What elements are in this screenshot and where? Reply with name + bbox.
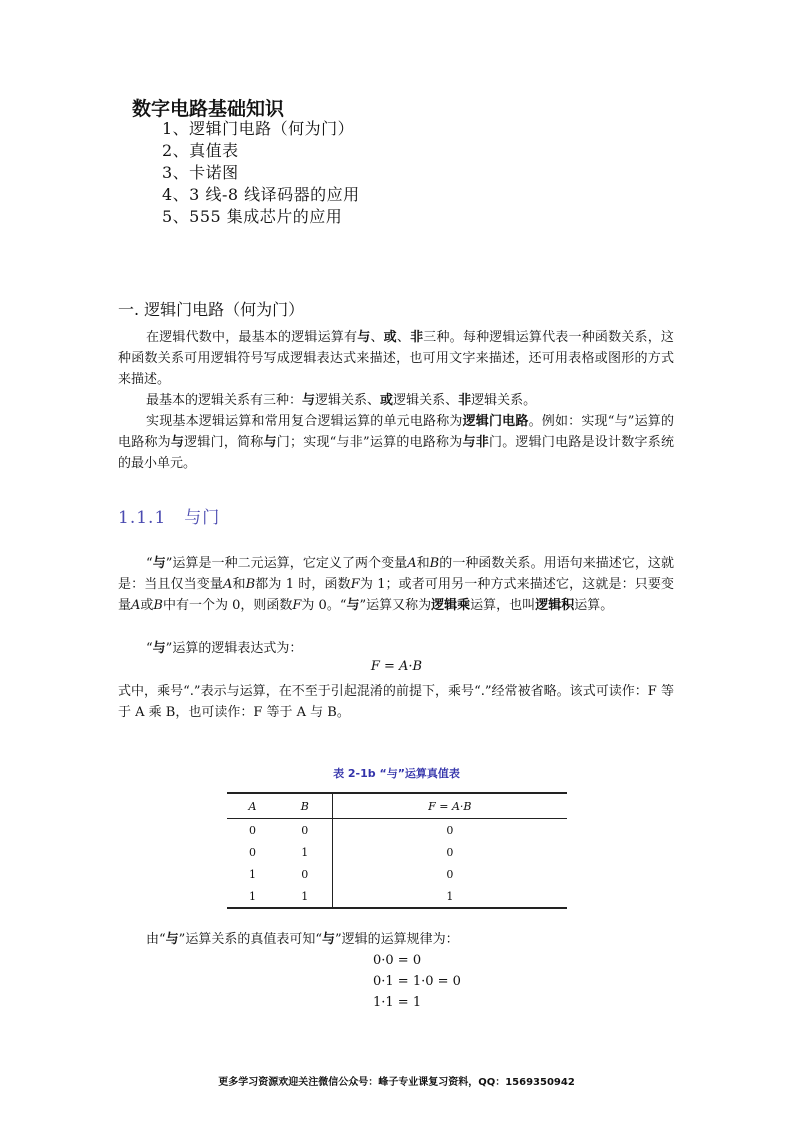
text-run: ”运算关系的真值表可知“ xyxy=(178,932,322,947)
text-run: 运算，也叫 xyxy=(470,598,536,613)
subsection-heading xyxy=(118,503,220,528)
table-cell: 0 xyxy=(332,819,567,842)
paragraph-rules-intro xyxy=(146,929,666,950)
text-run: 中有一个为 0，则函数 xyxy=(162,598,293,613)
table-row xyxy=(227,841,567,863)
bold-term: 与 xyxy=(170,435,185,450)
table-cell: 0 xyxy=(301,823,309,837)
text-run: 或 xyxy=(140,598,154,613)
operation-rules xyxy=(373,950,461,1013)
variable: B xyxy=(429,556,440,571)
text-run: 逻辑门，简称 xyxy=(184,435,264,450)
table-row xyxy=(227,863,567,885)
table-row xyxy=(227,819,567,842)
paragraph-basic-relations xyxy=(118,390,674,411)
table-row xyxy=(227,885,567,908)
bold-term: 与 xyxy=(357,330,371,345)
bold-term: 与非 xyxy=(462,435,489,450)
variable: F xyxy=(292,598,302,613)
table-cell: 0 xyxy=(248,845,256,859)
variable: B xyxy=(245,577,256,592)
text-run: 逻辑关系。 xyxy=(471,393,537,408)
bold-term: 逻辑门电路 xyxy=(462,414,529,429)
toc-item: 5、555 集成芯片的应用 xyxy=(162,207,343,226)
text-run: 、 xyxy=(370,330,384,345)
table-cell: 1 xyxy=(227,885,278,908)
text-run: 逻辑关系、 xyxy=(315,393,381,408)
paragraph-and-definition xyxy=(118,553,674,616)
truth-table xyxy=(227,792,567,909)
text-run: 门；实现“与非”运算的电路称为 xyxy=(276,435,463,450)
bold-term: 逻辑积 xyxy=(535,598,575,613)
paragraph-gate-definition xyxy=(118,411,674,474)
and-formula: F = A·B xyxy=(370,659,423,674)
toc-item: 3、卡诺图 xyxy=(162,163,239,182)
text-run: 都为 1 时，函数 xyxy=(255,577,351,592)
paragraph-expression-intro xyxy=(146,638,666,659)
text-run: 和 xyxy=(232,577,246,592)
text-run: 的一种函数关系。用语句来描述它，这就是：当且仅当变量 xyxy=(118,556,674,592)
page-title: 数字电路基础知识 xyxy=(132,98,285,120)
table-cell: 1 xyxy=(301,845,309,859)
table-cell: 0 xyxy=(332,841,567,863)
text-run: ”运算是一种二元运算，它定义了两个变量 xyxy=(165,556,408,571)
page-footer: 更多学习资源欢迎关注微信公众号：峰子专业课复习资料，QQ：1569350942 xyxy=(218,1077,575,1088)
table-caption: 表 2-1b “与”运算真值表 xyxy=(333,767,460,780)
table-cell: 0 xyxy=(248,823,256,837)
bold-term: 非 xyxy=(458,393,472,408)
column-header: A xyxy=(227,793,278,819)
subsection-title: 与门 xyxy=(184,508,221,528)
table-cell: 0 xyxy=(332,863,567,885)
bold-term: 与 xyxy=(346,598,360,613)
text-run: ”运算又称为 xyxy=(359,598,432,613)
text-run: ”运算的逻辑表达式为： xyxy=(165,641,303,656)
text-run: 三种。每种逻辑运算代表一种函数关系，这种函数关系可用逻辑符号写成逻辑表达式来描述，也可用文字来描述，还可用表格或图形的方式来描述。 xyxy=(118,330,674,387)
rule-line: 1·1 = 1 xyxy=(373,995,422,1010)
bold-term: 与 xyxy=(302,393,316,408)
paragraph-expression-reading: 式中，乘号“.”表示与运算，在不至于引起混淆的前提下，乘号“.”经常被省略。该式可读作：F 等于 A 乘 B，也可读作：F 等于 A 与 B。 xyxy=(118,684,674,720)
text-run: 最基本的逻辑关系有三种： xyxy=(146,393,303,408)
bold-term: 与 xyxy=(263,435,277,450)
variable: A xyxy=(222,577,233,592)
text-run: 门。逻辑门电路是设计数字系统的最小单元。 xyxy=(118,435,674,471)
section-heading: 一. 逻辑门电路（何为门） xyxy=(118,300,305,319)
rule-line: 0·1 = 1·0 = 0 xyxy=(373,974,461,989)
text-run: “ xyxy=(146,556,153,571)
text-run: 为 1；或者可用另一种方式来描述它，这就是：只要变量 xyxy=(118,577,674,613)
text-run: 由“ xyxy=(146,932,166,947)
table-cell: 0 xyxy=(301,867,309,881)
text-run: 为 0。“ xyxy=(301,598,347,613)
bold-term: 与 xyxy=(152,556,166,571)
variable: A xyxy=(407,556,417,571)
variable: B xyxy=(153,598,163,613)
table-header-row xyxy=(227,793,567,819)
text-run: 运算。 xyxy=(574,598,614,613)
table-cell: 1 xyxy=(332,885,567,908)
column-header: F = A·B xyxy=(332,793,567,819)
text-run: 实现基本逻辑运算和常用复合逻辑运算的单元电路称为 xyxy=(146,414,463,429)
bold-term: 非 xyxy=(410,330,424,345)
bold-term: 或 xyxy=(380,393,394,408)
bold-term: 与 xyxy=(165,932,179,947)
toc-item: 4、3 线-8 线译码器的应用 xyxy=(162,185,360,204)
toc-item: 2、真值表 xyxy=(162,141,239,160)
variable: A xyxy=(131,598,141,613)
text-run: 。例如：实现“与”运算的电路称为 xyxy=(118,414,674,450)
text-run: 在逻辑代数中，最基本的逻辑运算有 xyxy=(146,330,358,345)
bold-term: 逻辑乘 xyxy=(431,598,471,613)
text-run: 和 xyxy=(416,556,430,571)
bold-term: 与 xyxy=(152,641,166,656)
variable: F xyxy=(350,577,360,592)
bold-term: 与 xyxy=(321,932,335,947)
text-run: 逻辑关系、 xyxy=(393,393,459,408)
toc-item: 1、逻辑门电路（何为门） xyxy=(162,119,355,138)
rule-line: 0·0 = 0 xyxy=(373,953,422,968)
paragraph-basic-operations xyxy=(118,327,674,390)
text-run: “ xyxy=(146,641,153,656)
column-header: B xyxy=(278,793,332,819)
table-cell: 1 xyxy=(278,885,332,908)
text-run: ”逻辑的运算规律为： xyxy=(334,932,459,947)
table-of-contents xyxy=(162,118,360,228)
table-cell: 1 xyxy=(248,867,256,881)
bold-term: 或 xyxy=(383,330,397,345)
subsection-number: 1.1.1 xyxy=(118,508,167,528)
text-run: 、 xyxy=(396,330,411,345)
